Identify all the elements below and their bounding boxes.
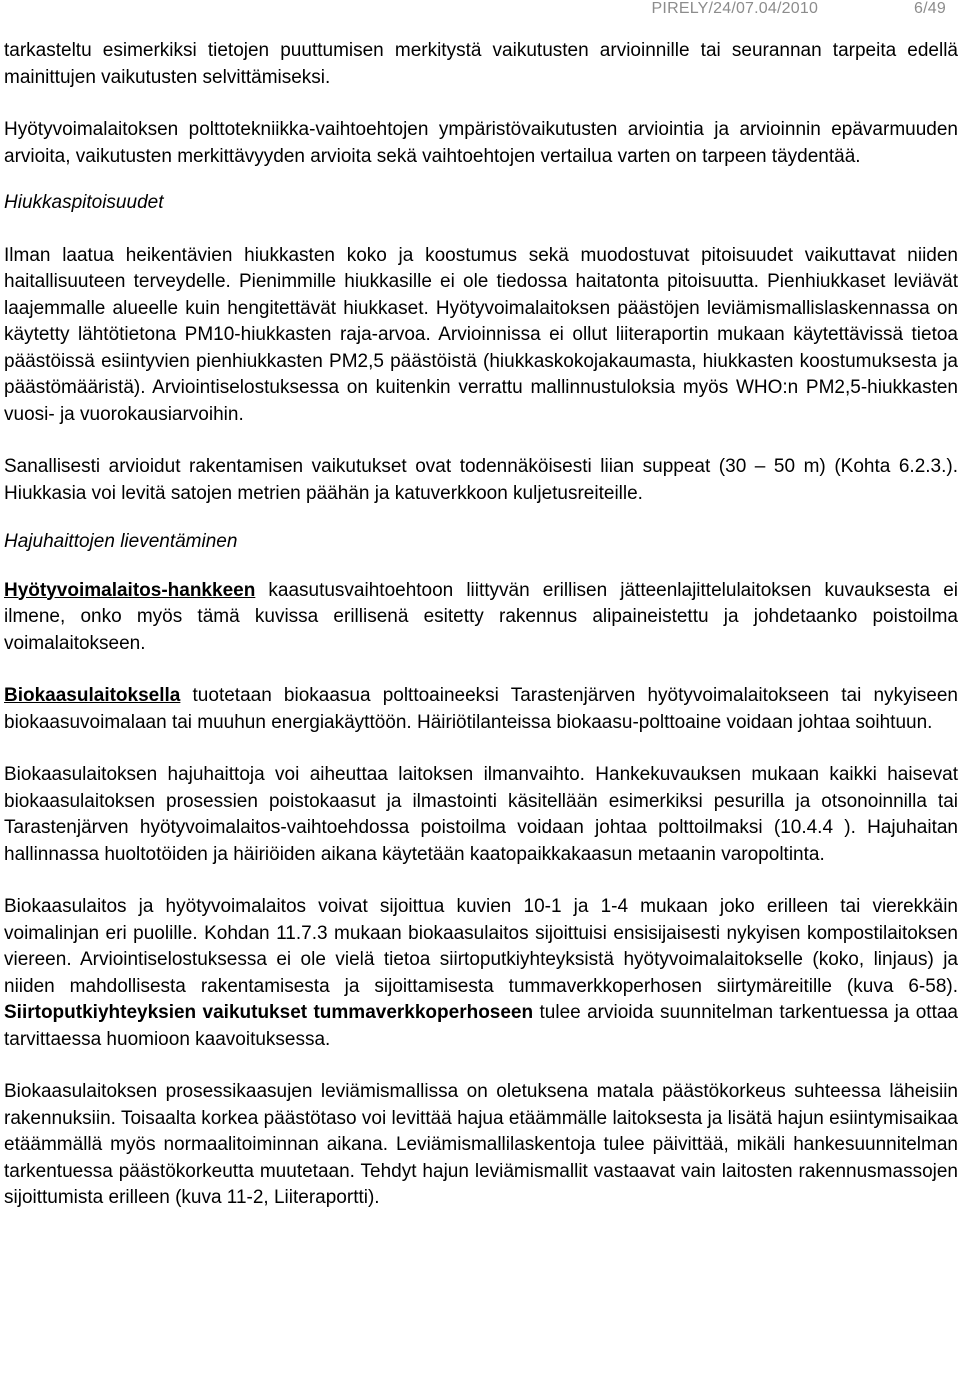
paragraph-sijoittuminen-text: Biokaasulaitos ja hyötyvoimalaitos voivat sijoittua kuvien 10-1 ja 1-4 mukaan joko erilleen tai vierekkäin voimalinjan eri puolille. Kohdan 11.7.3 mukaan biokaasulaitos sijoittuisi ensisijaisesti nykyisen kompostilaitoksen viereen. Arviointiselostuksessa ei ole vielä tietoa siirtoputkiyhteyksistä hyötyvoimalaitokselle (koko, linjaus) ja niiden mahdollisesta rakentamisesta ja sijoittamisesta tummaverkkoperhosen siirtymäreitille (kuva 6-58). <box>4 896 958 997</box>
paragraph-rakentaminen: Sanallisesti arvioidut rakentamisen vaikutukset ovat todennäköisesti liian suppeat (30 – 50 m) (Kohta 6.2.3.). Hiukkasia voi levitä satojen metrien päähän ja katuverkkoon kuljetusreiteille. <box>4 456 958 504</box>
document-id: PIRELY/24/07.04/2010 <box>651 0 819 17</box>
emphasis-biokaasulaitoksella: Biokaasulaitoksella <box>4 685 181 706</box>
page-number: 6/49 <box>914 0 946 17</box>
page-header <box>652 0 946 18</box>
paragraph-polttotekniikka: Hyötyvoimalaitoksen polttotekniikka-vaihtoehtojen ympäristövaikutusten arviointia ja arvioinnin epävarmuuden arvioita, vaikutusten merkittävyyden arvioita sekä vaihtoehtojen vertailua varten on tarpeen täydentää. <box>4 119 958 167</box>
paragraph-hyotyvoimalaitos-hanke <box>4 578 958 658</box>
emphasis-hyotyvoimalaitos-hanke: Hyötyvoimalaitos-hankkeen <box>4 579 256 601</box>
paragraph-sijoittuminen <box>4 894 958 1053</box>
paragraph-biokaasu-hajuhaitat: Biokaasulaitoksen hajuhaittoja voi aiheuttaa laitoksen ilmanvaihto. Hankekuvauksen mukaan kaikki haisevat biokaasulaitoksen prosessien poistokaasut ja ilmastointi käsitellään esimerkiksi pesurilla ja otsonoinnilla tai Tarastenjärven hyötyvoimalaitos-vaihtoehdossa poistoilma voidaan johtaa polttoilmaksi (10.4.4 ). Hajuhaitan hallinnassa huoltotöiden ja häiriöiden aikana käytetään kaatopaikkakaasun metaanin varopoltinta. <box>4 764 958 865</box>
emphasis-siirtoputkiyhteydet: Siirtoputkiyhteyksien vaikutukset tummaverkkoperhoseen <box>4 1002 534 1023</box>
section-heading-hajuhaittojen-lieventaminen: Hajuhaittojen lieventäminen <box>4 531 238 552</box>
paragraph-sijoittuminen-end: tulee arvioida suunnitelman tarkentuessa ja ottaa tarvittaessa huomioon kaavoituksessa. <box>4 1002 958 1050</box>
paragraph-intro: tarkasteltu esimerkiksi tietojen puuttumisen merkitystä vaikutusten arvioinnille tai seurannan tarpeita edellä mainittujen vaikutusten selvittämiseksi. <box>4 40 958 88</box>
document-body <box>4 38 958 1212</box>
paragraph-biokaasulaitos-text: tuotetaan biokaasua polttoaineeksi Tarastenjärven hyötyvoimalaitokseen tai nykyiseen biokaasuvoimalaan tai muuhun energiakäyttöön. Häiriötilanteissa biokaasu-polttoaine voidaan johtaa soihtuun. <box>4 685 958 733</box>
paragraph-leviamismalli: Biokaasulaitoksen prosessikaasujen leviämismallissa on oletuksena matala päästökorkeus suhteessa läheisiin rakennuksiin. Toisaalta korkea päästötaso voi levittää hajua etäämmälle laitoksesta ja lisätä hajun esiintymisaikaa etäämmällä myös normaalitoiminnan aikana. Leviämismallilaskentoja tulee päivittää, mikäli hankesuunnitelman tarkentuessa päästökorkeutta muutetaan. Tehdyt hajun leviämismallit vastaavat vain laitosten rakennusmassojen sijoittumista erilleen (kuva 11-2, Liiteraportti). <box>4 1081 958 1208</box>
paragraph-biokaasulaitos <box>4 683 958 736</box>
paragraph-hiukkaset: Ilman laatua heikentävien hiukkasten koko ja koostumus sekä muodostuvat pitoisuudet vaikuttavat niiden haitallisuuteen terveydelle. Pienimmille hiukkasille ei ole tiedossa haitatonta pitoisuutta. Pienhiukkaset leviävät laajemmalle alueelle kuin hengitettävät hiukkaset. Hyötyvoimalaitoksen päästöjen leviämismallislaskennassa on käytetty lähtötietona PM10-hiukkasten raja-arvoa. Arvioinnissa ei ollut liiteraportin mukaan käytettävissä tietoa päästöissä esiintyvien pienhiukkasten PM2,5 päästöistä (hiukkaskokojakaumasta, hiukkasten koostumuksesta ja päästömääristä). Arviointiselostuksessa on kuitenkin verrattu mallinnustuloksia myös WHO:n PM2,5-hiukkasten vuosi- ja vuorokausiarvoihin. <box>4 244 958 425</box>
paragraph-hyotyvoimalaitos-text: kaasutusvaihtoehtoon liittyvän erillisen jätteenlajittelulaitoksen kuvauksesta ei ilmene, onko myös tämä kuvissa erillisenä esitetty rakennus alipaineistettu ja johdetaanko poistoilma voimalaitokseen. <box>4 579 958 654</box>
section-heading-hiukkaspitoisuudet: Hiukkaspitoisuudet <box>4 192 164 213</box>
